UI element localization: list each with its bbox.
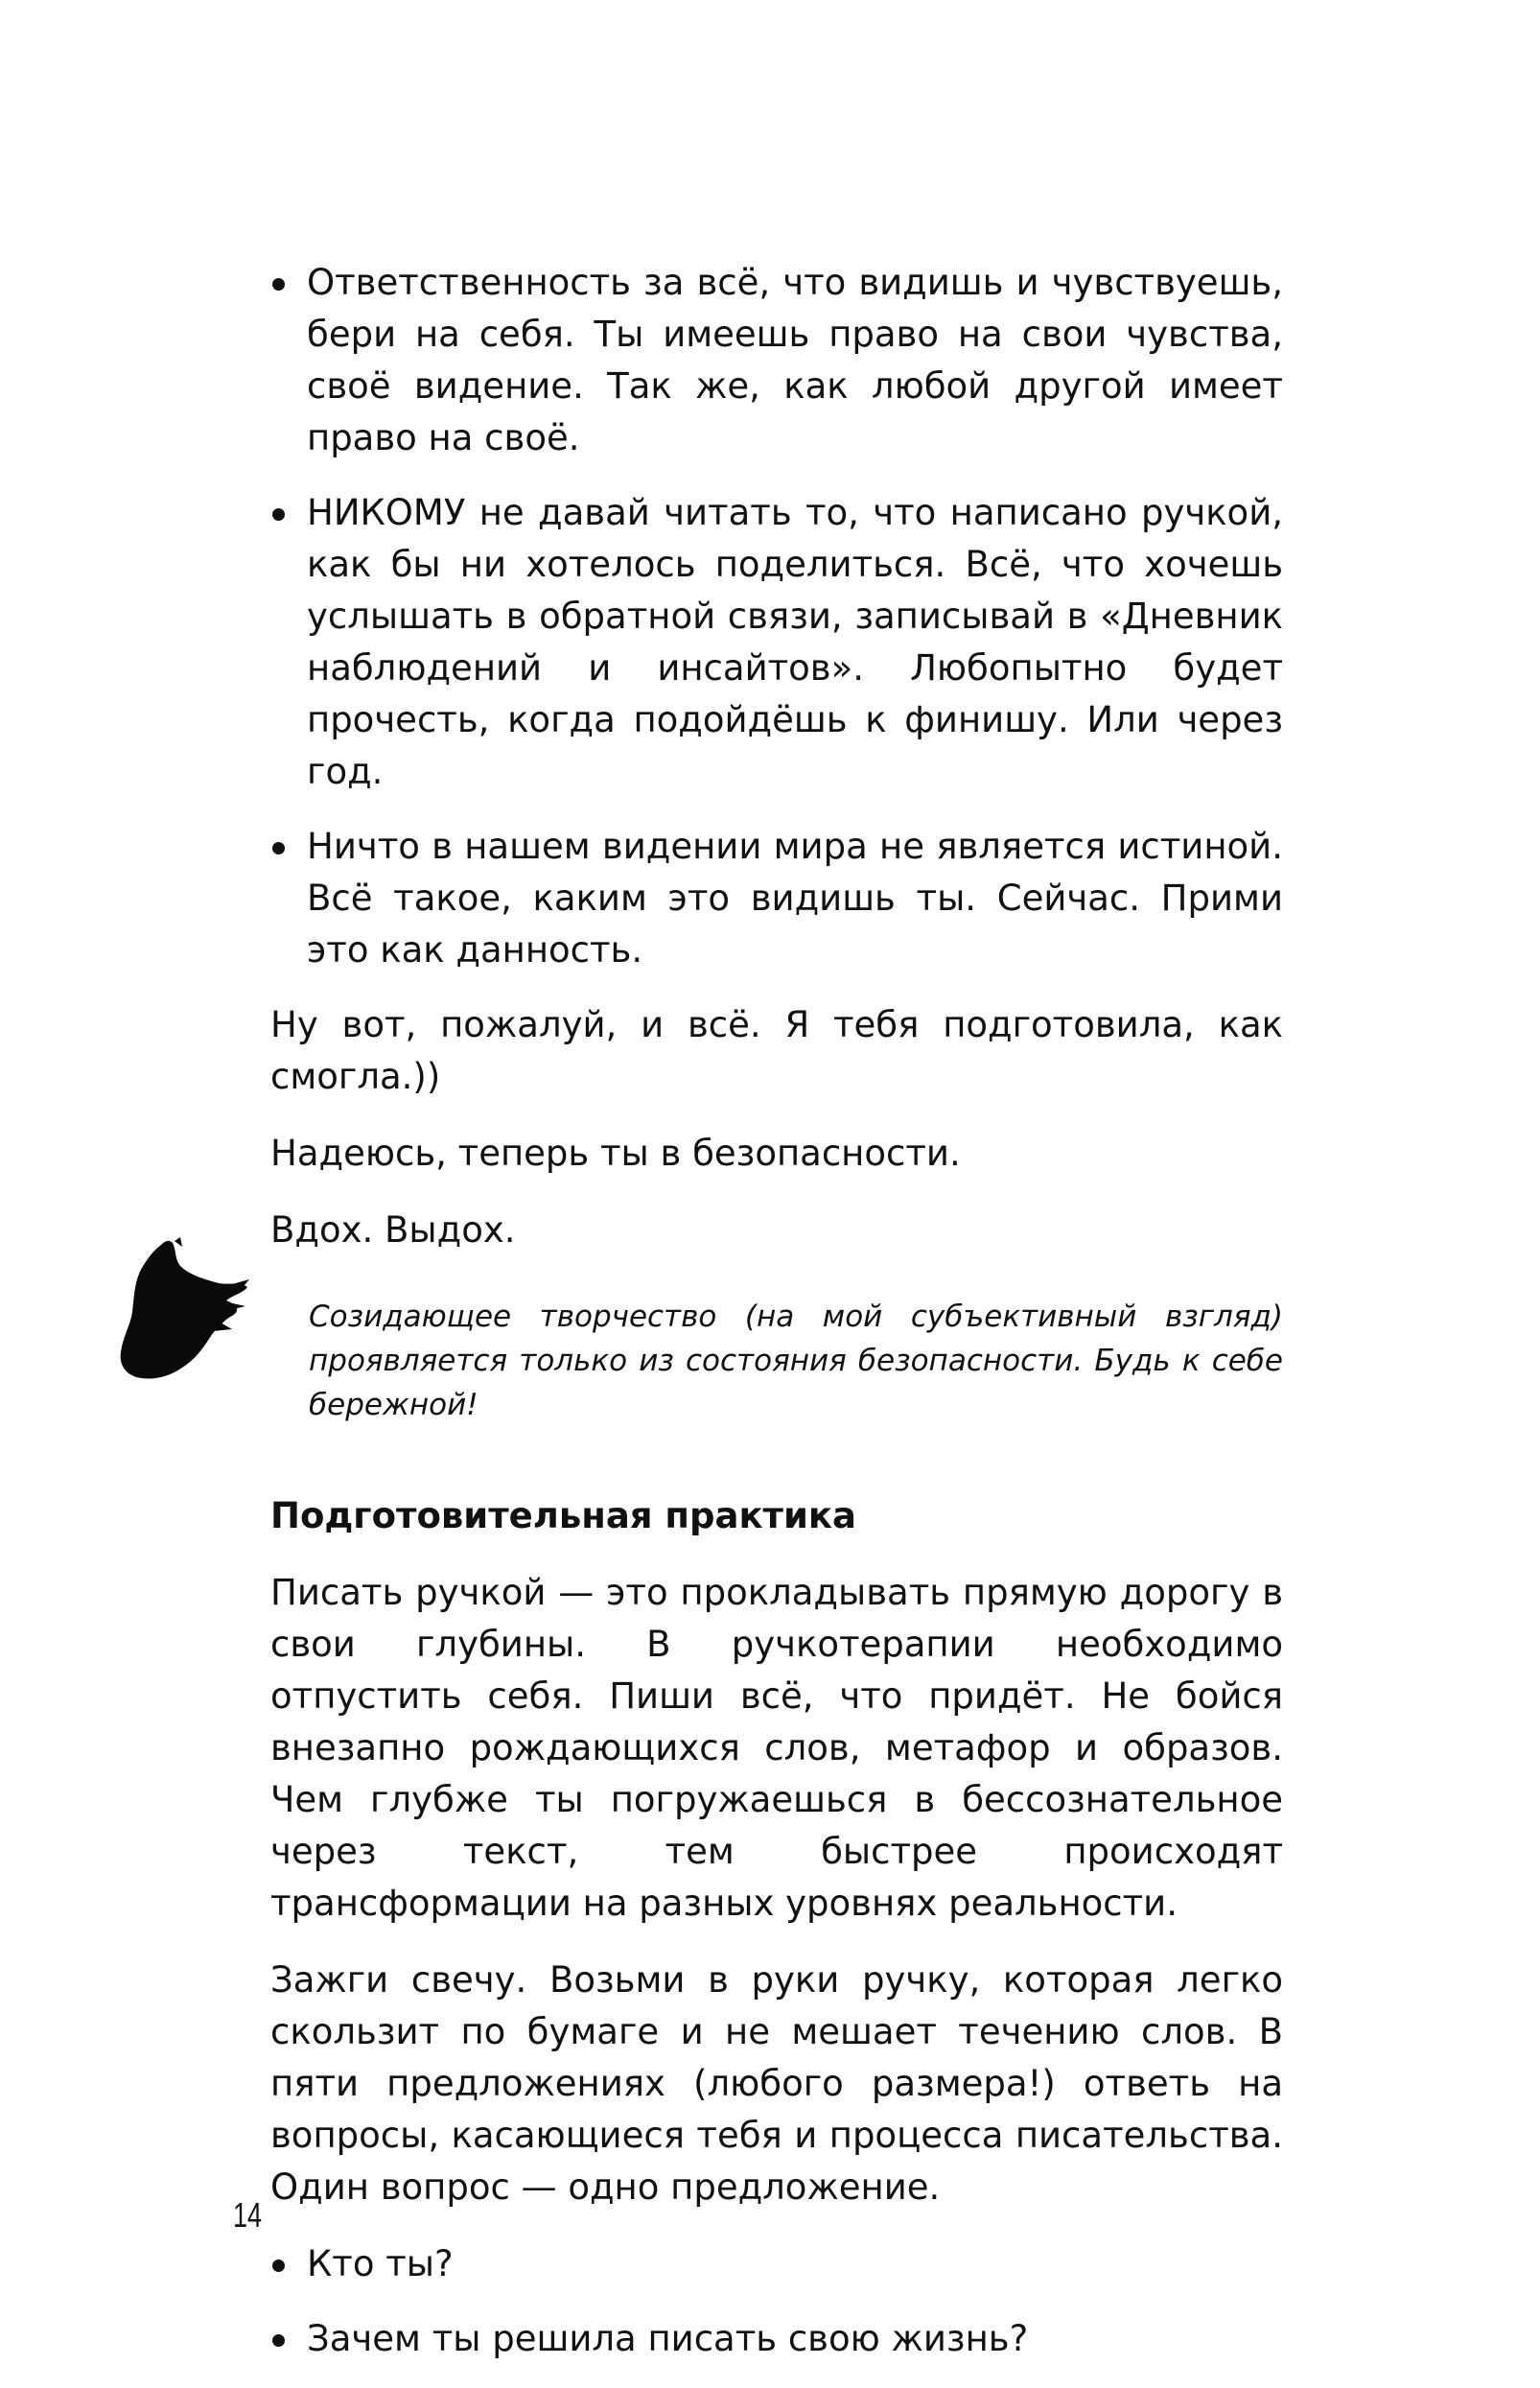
questions-list: [270, 2238, 1283, 2365]
bullet-icon: [272, 2334, 285, 2347]
question-text: Зачем ты решила писать свою жизнь?: [307, 2318, 1029, 2359]
section-heading: Подготовительная практика: [270, 1495, 857, 1536]
paragraph: Писать ручкой — это прокладывать прямую дорогу в свои глубины. В ручкотерапии необходимо отпустить себя. Пиши всё, что придёт. Не бойся внезапно рождающихся слов, метафор и образов. Чем глубже ты погружаешься в бессознательное через текст, тем быстрее происходят трансформации на разных уровнях реальности.: [270, 1572, 1283, 1924]
paragraph: Ну вот, пожалуй, и всё. Я тебя подготовила, как смогла.)): [270, 1004, 1283, 1097]
list-item: [270, 257, 1283, 464]
list-item: [270, 2313, 1283, 2365]
page-content: [270, 257, 1283, 2388]
list-item-text: Ответственность за всё, что видишь и чувствуешь, бери на себя. Ты имеешь право на свои чувства, своё видение. Так же, как любой другой имеет право на своё.: [307, 262, 1283, 458]
bullet-icon: [272, 2259, 285, 2272]
paragraph: Вдох. Выдох.: [270, 1209, 516, 1251]
page-number: 14: [233, 2195, 263, 2235]
paragraph: Надеюсь, теперь ты в безопасности.: [270, 1133, 961, 1174]
ink-blot-icon: [105, 1237, 249, 1391]
list-item: [270, 2238, 1283, 2290]
question-text: Кто ты?: [307, 2243, 454, 2284]
bullet-icon: [272, 278, 285, 291]
paragraph: Зажги свечу. Возьми в руки ручку, которая легко скользит по бумаге и не мешает течению слов. В пяти предложениях (любого размера!) ответь на вопросы, касающиеся тебя и процесса писательства. Один вопрос — одно предложение.: [270, 1959, 1283, 2208]
bullet-icon: [272, 508, 285, 521]
list-item: [270, 821, 1283, 976]
list-item-text: Ничто в нашем видении мира не является истиной. Всё такое, каким это видишь ты. Сейчас. Прими это как данность.: [307, 826, 1283, 971]
bullet-icon: [272, 842, 285, 855]
rules-list: [270, 257, 1283, 976]
list-item: [270, 487, 1283, 798]
list-item-text: НИКОМУ не давай читать то, что написано ручкой, как бы ни хотелось поделиться. Всё, что хочешь услышать в обратной связи, записывай в «Дневник наблюдений и инсайтов». Любопытно будет прочесть, когда подойдёшь к финишу. Или через год.: [307, 492, 1283, 792]
callout-quote: Созидающее творчество (на мой субъективный взгляд) проявляется только из состояния безопасности. Будь к себе бережной!: [309, 1299, 1283, 1422]
